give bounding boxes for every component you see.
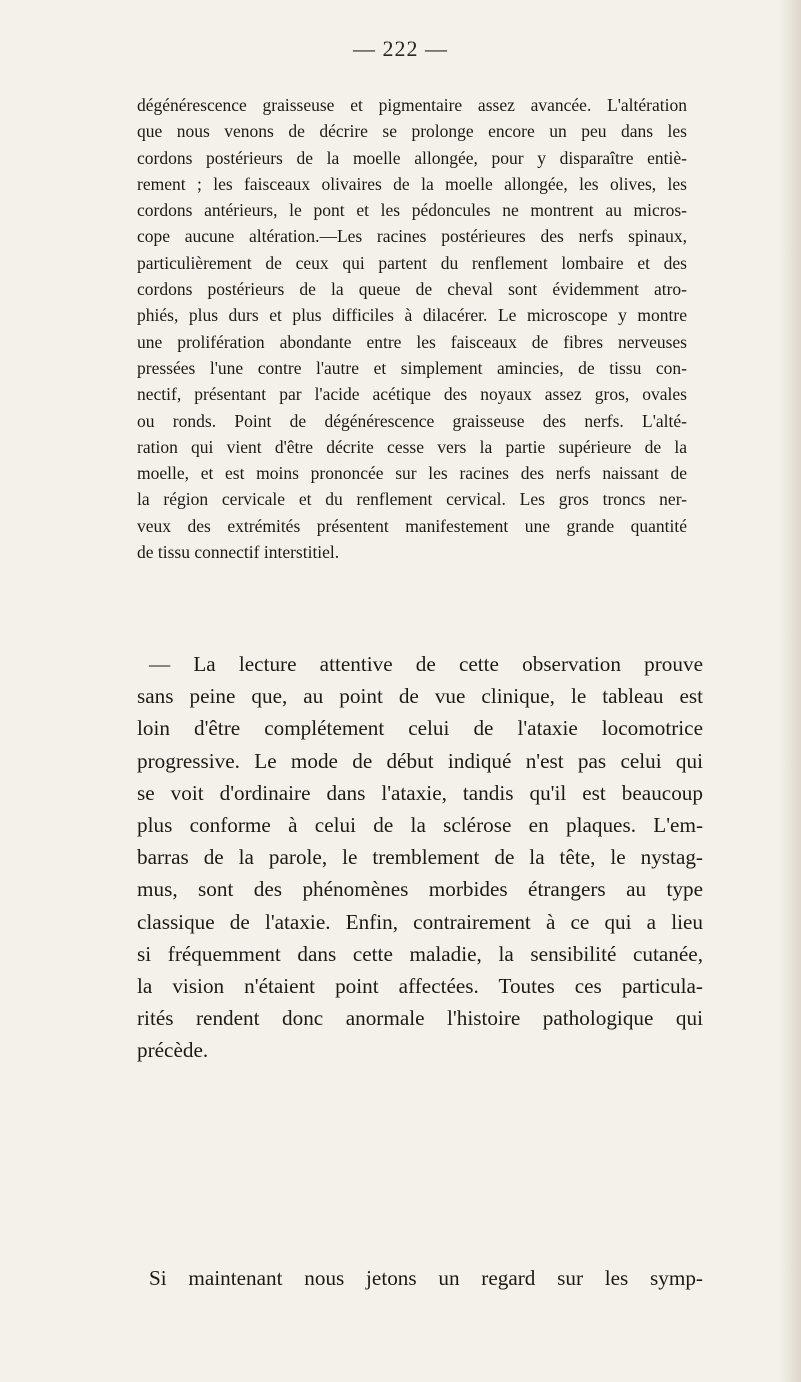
text-line: sans peine que, au point de vue clinique, le tableau est <box>137 684 703 709</box>
text-line: que nous venons de décrire se prolonge encore un peu dans les <box>137 121 687 142</box>
paragraph-autopsy-findings <box>137 92 687 565</box>
text-line: rités rendent donc anormale l'histoire pathologique qui <box>137 1006 703 1031</box>
text-line: plus conforme à celui de la sclérose en plaques. L'em- <box>137 813 703 838</box>
text-line: phiés, plus durs et plus difficiles à dilacérer. Le microscope y montre <box>137 305 687 326</box>
text-line: la vision n'étaient point affectées. Toutes ces particula- <box>137 974 703 999</box>
text-line: — La lecture attentive de cette observation prouve <box>149 652 703 676</box>
text-line: rement ; les faisceaux olivaires de la moelle allongée, les olives, les <box>137 173 687 194</box>
text-line: mus, sont des phénomènes morbides étrangers au type <box>137 877 703 902</box>
text-line: veux des extrémités présentent manifestement une grande quantité <box>137 515 687 536</box>
text-line: cordons postérieurs de la queue de cheval sont évidemment atro- <box>137 279 687 300</box>
text-line: de tissu connectif interstitiel. <box>137 542 340 563</box>
text-line: Si maintenant nous jetons un regard sur les symp- <box>149 1266 703 1290</box>
text-line: nectif, présentant par l'acide acétique des noyaux assez gros, ovales <box>137 384 687 405</box>
text-line: précède. <box>137 1038 209 1063</box>
text-line: ration qui vient d'être décrite cesse vers la partie supérieure de la <box>137 436 687 457</box>
text-line: dégénérescence graisseuse et pigmentaire assez avancée. L'altération <box>137 95 687 115</box>
text-line: pressées l'une contre l'autre et simplement amincies, de tissu con- <box>137 357 687 378</box>
text-line: la région cervicale et du renflement cervical. Les gros troncs ner- <box>137 489 687 510</box>
text-line: loin d'être complétement celui de l'ataxie locomotrice <box>137 716 703 741</box>
text-line: moelle, et est moins prononcée sur les racines des nerfs naissant de <box>137 463 687 484</box>
paragraph-symptoms-intro <box>137 1262 703 1294</box>
text-line: si fréquemment dans cette maladie, la sensibilité cutanée, <box>137 941 703 966</box>
text-line: ou ronds. Point de dégénérescence graisseuse des nerfs. L'alté- <box>137 410 687 431</box>
text-line: cordons postérieurs de la moelle allongée, pour y disparaître entiè- <box>137 147 687 168</box>
text-line: une prolifération abondante entre les faisceaux de fibres nerveuses <box>137 331 687 352</box>
paragraph-clinical-discussion <box>137 648 703 1067</box>
text-line: cordons antérieurs, le pont et les pédoncules ne montrent au micros- <box>137 200 687 221</box>
text-line: particulièrement de ceux qui partent du renflement lombaire et des <box>137 252 687 273</box>
text-line: progressive. Le mode de début indiqué n'est pas celui qui <box>137 748 703 773</box>
page-edge-shadow <box>779 0 801 1382</box>
text-line: classique de l'ataxie. Enfin, contrairement à ce qui a lieu <box>137 909 703 934</box>
text-line: se voit d'ordinaire dans l'ataxie, tandis qu'il est beaucoup <box>137 780 703 805</box>
text-line: barras de la parole, le tremblement de la tête, le nystag- <box>137 845 703 870</box>
page-number: — 222 — <box>353 36 448 61</box>
text-line: cope aucune altération.—Les racines postérieures des nerfs spinaux, <box>137 226 687 247</box>
